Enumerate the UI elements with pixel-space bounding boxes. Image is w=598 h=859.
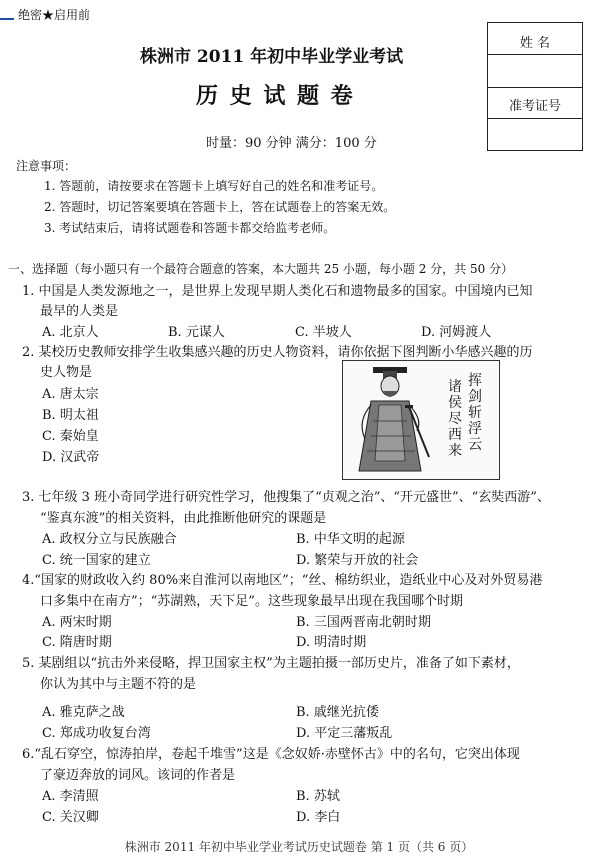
note-item: 3. 考试结束后，请将试题卷和答题卡都交给监考老师。 xyxy=(44,221,336,235)
q6-option-a: A. 李清照 xyxy=(42,789,99,804)
section-title: 一、选择题（每小题只有一个最符合题意的答案，本大题共 25 小题，每小题 2 分，共 50 分） xyxy=(8,262,514,276)
name-label: 姓 名 xyxy=(519,36,551,51)
question-3-line-2: “鉴真东渡”的相关资料，由此推断他研究的课题是 xyxy=(40,511,327,526)
name-field-divider xyxy=(488,54,582,55)
question-2-line-1: 2. 某校历史教师安排学生收集感兴趣的历史人物资料，请你依据下图判断小华感兴趣的历 xyxy=(22,345,533,360)
poem-column-1: 挥剑斩浮云 xyxy=(468,373,482,453)
question-4-line-2: 口多集中在南方”；“苏湖熟，天下足”。这些现象最早出现在我国哪个时期 xyxy=(40,594,463,609)
exam-title: 株洲市 2011 年初中毕业学业考试 xyxy=(140,47,404,67)
question-1-line-1: 1. 中国是人类发源地之一，是世界上发现早期人类化石和遗物最多的国家。中国境内已知 xyxy=(22,284,533,299)
subject-title: 历 史 试 题 卷 xyxy=(196,83,355,109)
q5-option-a: A. 雅克萨之战 xyxy=(42,705,125,720)
candidate-info-box xyxy=(487,22,583,151)
note-item: 2. 答题时，切记答案要填在答题卡上，答在试题卷上的答案无效。 xyxy=(44,200,396,214)
q3-option-d: D. 繁荣与开放的社会 xyxy=(296,553,419,568)
question-4-line-1: 4.“国家的财政收入约 80%来自淮河以南地区”；“丝、棉纺织业，造纸业中心及对外贸易港 xyxy=(22,573,543,588)
emperor-illustration xyxy=(342,360,500,480)
note-item: 1. 答题前，请按要求在答题卡上填写好自己的姓名和准考证号。 xyxy=(44,179,384,193)
question-6-line-1: 6.“乱石穿空，惊涛拍岸，卷起千堆雪”这是《念奴娇·赤壁怀古》中的名句，它突出体现 xyxy=(22,747,520,762)
q2-option-a: A. 唐太宗 xyxy=(42,387,99,402)
q5-option-d: D. 平定三藩叛乱 xyxy=(296,726,393,741)
q5-option-c: C. 郑成功收复台湾 xyxy=(42,726,151,741)
q6-option-c: C. 关汉卿 xyxy=(42,810,99,825)
question-3-line-1: 3. 七年级 3 班小奇同学进行研究性学习，他搜集了“贞观之治”、“开元盛世”、“玄奘西游”、 xyxy=(22,490,550,505)
page-footer: 株洲市 2011 年初中毕业学业考试历史试题卷 第 1 页（共 6 页） xyxy=(124,840,474,854)
poem-column-2: 诸侯尽西来 xyxy=(448,379,462,459)
question-2-line-2: 史人物是 xyxy=(40,365,93,380)
q3-option-c: C. 统一国家的建立 xyxy=(42,553,151,568)
q4-option-a: A. 两宋时期 xyxy=(42,615,112,630)
q5-option-b: B. 戚继光抗倭 xyxy=(296,705,379,720)
id-label: 准考证号 xyxy=(508,99,561,114)
question-6-line-2: 了豪迈奔放的词风。该词的作者是 xyxy=(40,768,236,783)
exam-meta: 时量：90 分钟 满分：100 分 xyxy=(206,136,377,151)
q4-option-b: B. 三国两晋南北朝时期 xyxy=(296,615,431,630)
question-5-line-2: 你认为其中与主题不符的是 xyxy=(40,677,197,692)
q1-option-b: B. 元谋人 xyxy=(168,325,225,340)
question-1-line-2: 最早的人类是 xyxy=(40,304,119,319)
q1-option-a: A. 北京人 xyxy=(42,325,99,340)
q6-option-d: D. 李白 xyxy=(296,810,341,825)
q6-option-b: B. 苏轼 xyxy=(296,789,340,804)
id-label-divider xyxy=(488,87,582,88)
left-accent-bar xyxy=(0,18,14,20)
secret-label: 绝密★启用前 xyxy=(18,8,91,22)
q2-option-d: D. 汉武帝 xyxy=(42,450,100,465)
id-field-divider xyxy=(488,118,582,119)
q3-option-b: B. 中华文明的起源 xyxy=(296,532,405,547)
q1-option-d: D. 河姆渡人 xyxy=(421,325,492,340)
q1-option-c: C. 半坡人 xyxy=(295,325,352,340)
q3-option-a: A. 政权分立与民族融合 xyxy=(42,532,177,547)
q4-option-d: D. 明清时期 xyxy=(296,635,367,650)
question-5-line-1: 5. 某剧组以“抗击外来侵略，捍卫国家主权”为主题拍摄一部历史片，准备了如下素材， xyxy=(22,656,520,671)
q2-option-c: C. 秦始皇 xyxy=(42,429,99,444)
q2-option-b: B. 明太祖 xyxy=(42,408,99,423)
notes-title: 注意事项： xyxy=(16,159,77,173)
q4-option-c: C. 隋唐时期 xyxy=(42,635,112,650)
